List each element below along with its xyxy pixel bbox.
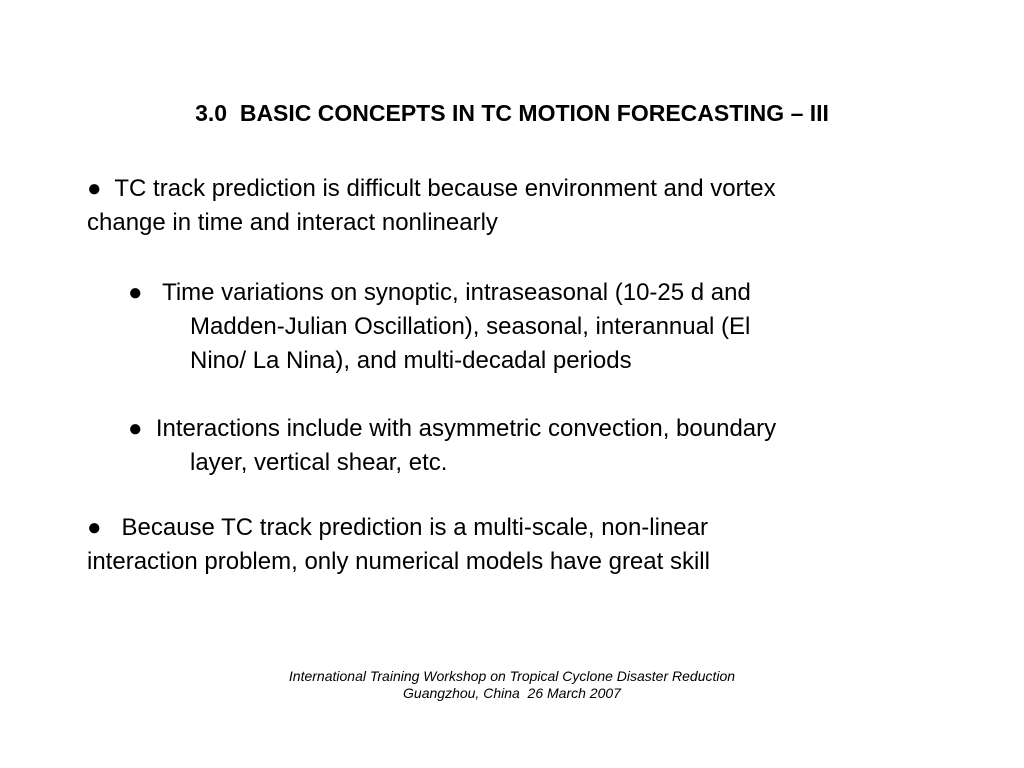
slide-title: 3.0 BASIC CONCEPTS IN TC MOTION FORECASTING – III <box>195 100 829 126</box>
footer-workshop: International Training Workshop on Tropical Cyclone Disaster Reduction <box>288 668 736 684</box>
bullet-numerical-models <box>87 511 967 579</box>
bullet-track-prediction-difficult <box>87 172 967 240</box>
bullet-line: Nino/ La Nina), and multi-decadal periods <box>190 347 632 374</box>
bullet-line: Madden-Julian Oscillation), seasonal, interannual (El <box>190 313 751 340</box>
bullet-line: layer, vertical shear, etc. <box>190 449 448 476</box>
bullet-line: change in time and interact nonlinearly <box>87 209 498 236</box>
sub-bullet-interactions <box>128 412 928 480</box>
slide-footer <box>0 668 1024 702</box>
sub-bullet-time-variations <box>128 276 908 378</box>
bullet-line: ● Because TC track prediction is a multi-scale, non-linear <box>87 514 708 541</box>
bullet-line: interaction problem, only numerical models have great skill <box>87 548 710 575</box>
bullet-line: ● TC track prediction is difficult because environment and vortex <box>87 175 776 202</box>
bullet-line: ● Time variations on synoptic, intraseasonal (10-25 d and <box>128 279 751 306</box>
bullet-line: ● Interactions include with asymmetric convection, boundary <box>128 415 777 442</box>
footer-location-date: Guangzhou, China 26 March 2007 <box>403 685 621 701</box>
